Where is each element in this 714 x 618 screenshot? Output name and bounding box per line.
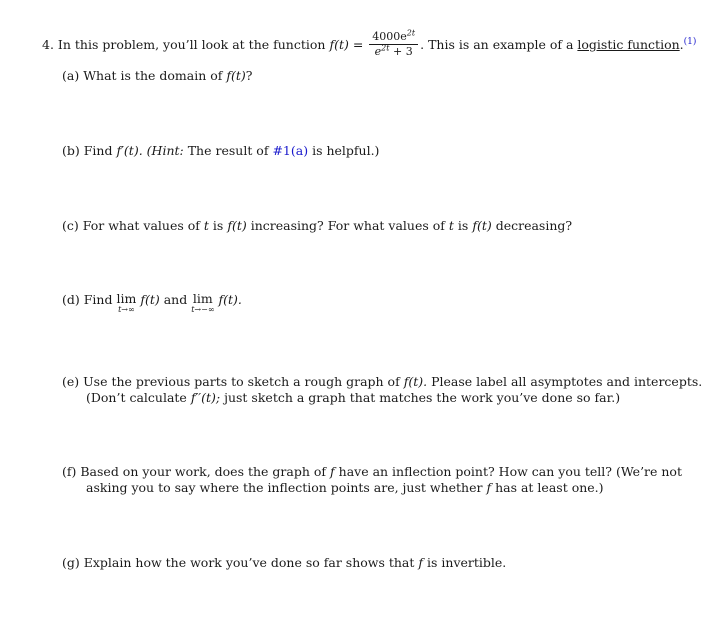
problem-intro: 4. In this problem, you’ll look at the function f(t) = $\frac{4000e^{2t}}{e^{2t} + 3}$ . This is an example of a logistic function.$^{(1)}$ [42, 28, 697, 58]
part-a-text: What is the domain of [83, 68, 223, 83]
part-e-line2a: (Don’t calculate [86, 390, 187, 405]
part-c-text2: is [212, 218, 224, 233]
limit-2-subscript: t→−∞ [191, 305, 215, 314]
part-c-t2: t [448, 218, 454, 233]
intro-text: In this problem, you’ll look at the function [57, 37, 326, 52]
denominator-base: e [374, 45, 382, 58]
part-b-text: Find [83, 143, 113, 158]
function-fraction [369, 28, 418, 58]
equals-sign: = [348, 37, 368, 52]
limit-negative-infinity [191, 292, 214, 314]
part-d-fn2: f(t). [218, 292, 242, 307]
part-a [62, 68, 252, 84]
part-c-label: (c) [62, 218, 79, 233]
part-c-text3: increasing? For what values of [250, 218, 445, 233]
logistic-function-link[interactable]: logistic function [577, 37, 680, 52]
part-g-fn: f [418, 555, 424, 570]
part-c-t1: t [203, 218, 209, 233]
part-a-tail: ? [245, 68, 253, 83]
hint-reference-link[interactable]: #1(a) [272, 143, 309, 158]
hint-text: The result of [187, 143, 269, 158]
hint-tail: is helpful.) [312, 143, 380, 158]
fraction-denominator [369, 45, 418, 58]
intro-text-after: This is an example of a [428, 37, 574, 52]
footnote-ref[interactable]: (1) [683, 36, 697, 47]
part-c-fn1: f(t) [227, 218, 247, 233]
part-f-fn2: f [486, 480, 492, 495]
part-e-fn: f(t). [403, 374, 428, 389]
problem-number: 4. [42, 37, 54, 52]
part-g [62, 555, 506, 571]
part-b-label: (b) [62, 143, 80, 158]
part-d-label: (d) [62, 292, 80, 307]
part-f-line2a: asking you to say where the inflection points are, just whether [86, 480, 483, 495]
part-f-line2b: has at least one.) [495, 480, 604, 495]
hint-label: (Hint: [146, 143, 184, 158]
part-f-line1a: Based on your work, does the graph of [80, 464, 327, 479]
part-f-line2 [86, 480, 604, 496]
function-name: f(t) [329, 37, 349, 52]
denominator-tail: + 3 [389, 45, 413, 58]
part-e-line2b: just sketch a graph that matches the work you’ve done so far.) [224, 390, 621, 405]
numerator-exponent: 2t [406, 28, 416, 38]
limit-positive-infinity [116, 292, 136, 314]
part-g-text2: is invertible. [427, 555, 507, 570]
part-c-fn2: f(t) [472, 218, 492, 233]
part-f-fn1: f [330, 464, 335, 479]
part-a-label: (a) [62, 68, 80, 83]
part-f-line1 [62, 464, 682, 480]
part-f-label: (f) [62, 464, 77, 479]
fraction-numerator [369, 28, 418, 45]
part-c [62, 218, 572, 234]
denominator-exponent: 2t [381, 43, 390, 53]
part-e-line1 [62, 374, 702, 390]
part-a-fn: f(t) [226, 68, 246, 83]
part-d-and: and [163, 292, 188, 307]
part-g-label: (g) [62, 555, 80, 570]
part-d-fn1: f(t) [140, 292, 160, 307]
part-e-line1a: Use the previous parts to sketch a rough graph of [83, 374, 400, 389]
part-f-line1b: have an inflection point? How can you tell? (We’re not [338, 464, 682, 479]
intro-period: . [420, 37, 425, 52]
part-d-text1: Find [83, 292, 113, 307]
part-e-line2 [86, 390, 620, 406]
part-e-fn2: f′′(t); [190, 390, 221, 405]
part-e-label: (e) [62, 374, 80, 389]
part-c-text4: is [457, 218, 469, 233]
part-b [62, 143, 379, 159]
part-d [62, 292, 242, 314]
part-g-text1: Explain how the work you’ve done so far shows that [83, 555, 415, 570]
limit-2-label: lim [192, 291, 213, 306]
part-c-text1: For what values of [82, 218, 200, 233]
part-b-fn: f′(t). [116, 143, 143, 158]
limit-1-label: lim [116, 291, 137, 306]
part-c-text5: decreasing? [495, 218, 573, 233]
part-e-line1b: Please label all asymptotes and intercepts. [431, 374, 703, 389]
numerator-base: 4000e [372, 30, 407, 43]
limit-1-subscript: t→∞ [118, 305, 135, 314]
